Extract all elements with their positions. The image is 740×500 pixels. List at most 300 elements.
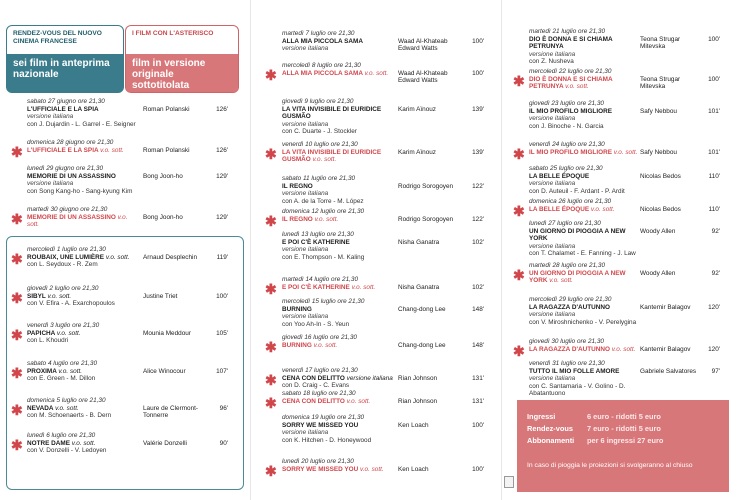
version-tag: v.o. sott. bbox=[565, 83, 589, 91]
duration: 105' bbox=[216, 329, 228, 337]
film-title-line bbox=[529, 36, 638, 51]
cast-list: con Z. Nusheva bbox=[529, 58, 574, 66]
film-title: L'UFFICIALE E LA SPIA bbox=[27, 105, 99, 113]
director: Bong Joon-ho bbox=[143, 213, 183, 221]
version-tag: v.o. sott. bbox=[364, 69, 389, 77]
version-tag: v.o. sott. bbox=[613, 148, 638, 156]
screening-date: venerdì 17 luglio ore 21,30 bbox=[282, 367, 358, 374]
screening-entry bbox=[529, 262, 638, 285]
film-title-line bbox=[529, 270, 638, 285]
film-title: UN GIORNO DI PIOGGIA A NEW YORK bbox=[529, 227, 626, 243]
film-title-line bbox=[27, 368, 141, 376]
duration: 119' bbox=[216, 253, 228, 261]
duration: 100' bbox=[472, 37, 484, 45]
cast-list: con V. Efira - A. Exarchopoulos bbox=[27, 300, 115, 308]
screening-date: mercoledì 8 luglio ore 21,30 bbox=[282, 62, 361, 69]
price-row bbox=[527, 412, 661, 421]
film-title: LA VITA INVISIBILE DI EURIDICE GUSMÃO bbox=[282, 105, 382, 121]
film-title: NOTRE DAME bbox=[27, 439, 70, 447]
director: Bong Joon-ho bbox=[143, 172, 183, 180]
film-title-line bbox=[529, 228, 638, 243]
film-title: LA BELLE ÉPOQUE bbox=[529, 205, 590, 213]
screening-date: martedì 7 luglio ore 21,30 bbox=[282, 30, 355, 37]
film-title: LA VITA INVISIBILE DI EURIDICE GUSMÃO bbox=[282, 148, 382, 164]
screening-date: sabato 11 luglio ore 21,30 bbox=[282, 175, 356, 182]
duration: 96' bbox=[219, 404, 228, 412]
duration: 120' bbox=[708, 345, 720, 353]
version-tag: v.o. sott. bbox=[611, 345, 636, 353]
director: Safy Nebbou bbox=[640, 148, 677, 156]
film-title-line bbox=[27, 173, 141, 181]
cast-list: con L. Khoudri bbox=[27, 337, 69, 345]
film-title-line bbox=[282, 70, 396, 78]
duration: 100' bbox=[708, 75, 720, 83]
cast-list: con M. Schoenaerts - B. Dern bbox=[27, 412, 112, 420]
director: Rodrigo Sorogoyen bbox=[398, 215, 454, 223]
version-tag: v.o. sott. bbox=[100, 146, 124, 154]
duration: 100' bbox=[216, 292, 228, 300]
film-title: MEMORIE DI UN ASSASSINO bbox=[27, 172, 116, 180]
duration: 129' bbox=[216, 213, 228, 221]
director: Gabriele Salvatores bbox=[640, 367, 697, 375]
price-label: Rendez-vous bbox=[527, 424, 573, 433]
rendez-vous-badge-bottom: sei film in anteprima nazionale bbox=[7, 54, 123, 92]
screening-entry bbox=[282, 334, 396, 349]
screening-date: martedì 14 luglio ore 21,30 bbox=[282, 276, 359, 283]
director: Chang-dong Lee bbox=[398, 305, 446, 313]
duration: 126' bbox=[216, 146, 228, 154]
screening-date: venerdì 3 luglio ore 21,30 bbox=[27, 322, 100, 329]
cast-list: con V. Donzelli - V. Ledoyen bbox=[27, 447, 107, 455]
film-title: E POI C'È KATHERINE bbox=[282, 238, 350, 246]
version-label: versione italiana bbox=[282, 45, 329, 53]
director: Woody Allen bbox=[640, 269, 676, 277]
asterisk-icon: ✱ bbox=[265, 146, 277, 162]
film-title-line bbox=[282, 183, 396, 191]
film-title-line bbox=[27, 405, 141, 413]
director: Kantemir Balagov bbox=[640, 303, 691, 311]
director: Roman Polanski bbox=[143, 105, 190, 113]
screening-entry bbox=[529, 220, 638, 258]
asterisk-icon: ✱ bbox=[513, 267, 525, 283]
screening-date: sabato 27 giugno ore 21,30 bbox=[27, 98, 105, 105]
film-title: BURNING bbox=[282, 341, 312, 349]
film-title: IL MIO PROFILO MIGLIORE bbox=[529, 107, 612, 115]
rain-note: In caso di pioggia le proiezioni si svolgeranno al chiuso bbox=[527, 462, 693, 469]
film-title: LA RAGAZZA D'AUTUNNO bbox=[529, 345, 610, 353]
screening-entry bbox=[282, 390, 396, 405]
asterisk-badge bbox=[125, 25, 239, 93]
duration: 131' bbox=[472, 374, 484, 382]
film-title: IL REGNO bbox=[282, 215, 313, 223]
screening-date: lunedì 20 luglio ore 21,30 bbox=[282, 458, 354, 465]
asterisk-icon: ✱ bbox=[11, 251, 23, 267]
column-divider bbox=[501, 0, 502, 500]
asterisk-icon: ✱ bbox=[265, 339, 277, 355]
asterisk-icon: ✱ bbox=[11, 402, 23, 418]
version-label: versione italiana bbox=[529, 180, 576, 188]
duration: 101' bbox=[708, 148, 720, 156]
film-title-line bbox=[529, 346, 638, 354]
asterisk-icon: ✱ bbox=[11, 290, 23, 306]
screening-date: sabato 4 luglio ore 21,30 bbox=[27, 360, 97, 367]
screening-date: martedì 28 luglio ore 21,30 bbox=[529, 262, 606, 269]
film-title: BURNING bbox=[282, 305, 312, 313]
screening-date: giovedì 9 luglio ore 21,30 bbox=[282, 98, 354, 105]
screening-entry bbox=[529, 338, 638, 353]
duration: 122' bbox=[472, 215, 484, 223]
cast-list: con E. Thompson - M. Kaling bbox=[282, 253, 365, 261]
director: Ken Loach bbox=[398, 421, 429, 429]
version-tag: v.o. sott. bbox=[27, 213, 128, 229]
film-title-line bbox=[529, 76, 638, 91]
version-label: versione italiana bbox=[282, 190, 329, 198]
screening-date: domenica 5 luglio ore 21,30 bbox=[27, 397, 106, 404]
document-icon bbox=[504, 476, 514, 488]
screening-date: mercoledì 29 luglio ore 21,30 bbox=[529, 296, 612, 303]
screening-date: lunedì 29 giugno ore 21,30 bbox=[27, 165, 104, 172]
film-title-line bbox=[282, 375, 396, 383]
duration: 139' bbox=[472, 148, 484, 156]
film-title: SORRY WE MISSED YOU bbox=[282, 465, 359, 473]
director: Chang-dong Lee bbox=[398, 341, 446, 349]
screening-entry bbox=[282, 30, 396, 53]
film-title: CENA CON DELITTO bbox=[282, 397, 345, 405]
asterisk-icon: ✱ bbox=[265, 67, 277, 83]
film-title: PROXIMA bbox=[27, 367, 57, 375]
duration: 107' bbox=[216, 367, 228, 375]
film-title-line bbox=[27, 254, 141, 262]
version-tag: v.o. sott. bbox=[312, 156, 337, 164]
film-title-line bbox=[282, 284, 396, 292]
version-label: versione italiana bbox=[282, 429, 329, 437]
version-tag: v.o. sott. bbox=[71, 439, 96, 447]
screening-date: mercoledì 22 luglio ore 21,30 bbox=[529, 68, 612, 75]
screening-entry bbox=[282, 141, 396, 164]
asterisk-icon: ✱ bbox=[513, 203, 525, 219]
screening-entry bbox=[282, 175, 396, 205]
asterisk-icon: ✱ bbox=[265, 395, 277, 411]
price-row bbox=[527, 424, 661, 433]
film-title: LA RAGAZZA D'AUTUNNO bbox=[529, 303, 610, 311]
version-label: versione italiana bbox=[529, 311, 576, 319]
film-title-line bbox=[282, 342, 396, 350]
film-title: MEMORIE DI UN ASSASSINO bbox=[27, 213, 116, 221]
film-title: CENA CON DELITTO bbox=[282, 374, 345, 382]
duration: 100' bbox=[708, 35, 720, 43]
asterisk-icon: ✱ bbox=[513, 343, 525, 359]
asterisk-icon: ✱ bbox=[265, 213, 277, 229]
screening-date: sabato 18 luglio ore 21,30 bbox=[282, 390, 356, 397]
film-title-line bbox=[27, 440, 141, 448]
screening-entry bbox=[529, 141, 638, 156]
screening-entry bbox=[27, 397, 141, 420]
film-title: TUTTO IL MIO FOLLE AMORE bbox=[529, 367, 620, 375]
director: Rodrigo Sorogoyen bbox=[398, 182, 454, 190]
screening-date: lunedì 6 luglio ore 21,30 bbox=[27, 432, 96, 439]
cast-list: con A. de la Torre - M. López bbox=[282, 197, 364, 205]
version-label: versione italiana bbox=[27, 113, 74, 121]
cast-list: con E. Green - M. Dillon bbox=[27, 375, 96, 383]
film-title: NEVADA bbox=[27, 404, 54, 412]
cast-list: con V. Miroshnichenko - V. Perelygina bbox=[529, 318, 637, 326]
asterisk-badge-bottom: film in versione originale sottotitolata bbox=[126, 54, 238, 92]
screening-entry bbox=[27, 360, 141, 383]
director: Teona Strugar Mitevska bbox=[640, 35, 681, 51]
version-tag: v.o. sott. bbox=[346, 397, 371, 405]
screening-date: venerdì 10 luglio ore 21,30 bbox=[282, 141, 358, 148]
screening-entry bbox=[27, 165, 141, 195]
director: Nisha Ganatra bbox=[398, 283, 440, 291]
film-title: L'UFFICIALE E LA SPIA bbox=[27, 146, 99, 154]
film-title: E POI C'È KATHERINE bbox=[282, 283, 350, 291]
screening-date: martedì 21 luglio ore 21,30 bbox=[529, 28, 606, 35]
film-title-line bbox=[27, 106, 141, 114]
version-tag: v.o. sott. bbox=[105, 253, 130, 261]
director: Karim Aïnouz bbox=[398, 148, 437, 156]
duration: 148' bbox=[472, 305, 484, 313]
cast-list: con C. Duarte - J. Stockler bbox=[282, 128, 357, 136]
version-tag: v.o. sott. bbox=[47, 292, 72, 300]
screening-date: domenica 12 luglio ore 21,30 bbox=[282, 208, 365, 215]
duration: 101' bbox=[708, 107, 720, 115]
screening-entry bbox=[27, 432, 141, 455]
screening-entry bbox=[27, 246, 141, 269]
film-title-line bbox=[282, 38, 396, 46]
version-label: versione italiana bbox=[282, 313, 329, 321]
duration: 100' bbox=[472, 421, 484, 429]
film-title: LA BELLE ÉPOQUE bbox=[529, 172, 590, 180]
duration: 110' bbox=[708, 172, 720, 180]
price-label: Abbonamenti bbox=[527, 436, 575, 445]
cast-list: con Song Kang-ho - Sang-kyung Kim bbox=[27, 187, 133, 195]
asterisk-icon: ✱ bbox=[11, 211, 23, 227]
cast-list: con K. Hitchen - D. Honeywood bbox=[282, 436, 372, 444]
screening-entry bbox=[529, 198, 638, 213]
duration: 102' bbox=[472, 283, 484, 291]
version-label: versione italiana bbox=[529, 50, 576, 58]
screening-entry bbox=[282, 208, 396, 223]
film-title: DIO È DONNA E SI CHIAMA PETRUNYA bbox=[529, 35, 613, 51]
duration: 102' bbox=[472, 238, 484, 246]
screening-date: sabato 25 luglio ore 21,30 bbox=[529, 165, 603, 172]
version-tag: v.o. sott. bbox=[58, 367, 83, 375]
screening-entry bbox=[27, 139, 141, 154]
asterisk-icon: ✱ bbox=[11, 437, 23, 453]
film-title-line bbox=[282, 306, 396, 314]
duration: 129' bbox=[216, 172, 228, 180]
asterisk-icon: ✱ bbox=[265, 281, 277, 297]
director: Waad Al-Khateab Edward Watts bbox=[398, 69, 448, 85]
duration: 90' bbox=[219, 439, 228, 447]
asterisk-icon: ✱ bbox=[11, 327, 23, 343]
screening-entry bbox=[529, 165, 638, 195]
film-title-line bbox=[282, 466, 396, 474]
screening-entry bbox=[529, 28, 638, 66]
film-title-line bbox=[529, 368, 638, 376]
cast-list: con T. Chalamet - E. Fanning - J. Law bbox=[529, 250, 636, 258]
director: Karim Aïnouz bbox=[398, 105, 437, 113]
version-tag: v.o. sott. bbox=[590, 205, 615, 213]
film-title-line bbox=[282, 216, 396, 224]
cast-list: con L. Seydoux - R. Zem bbox=[27, 261, 98, 269]
screening-entry bbox=[282, 276, 396, 291]
film-title-line bbox=[282, 398, 396, 406]
screening-date: giovedì 16 luglio ore 21,30 bbox=[282, 334, 357, 341]
director: Mounia Meddour bbox=[143, 329, 191, 337]
film-title-line bbox=[529, 108, 638, 116]
film-title-line bbox=[27, 147, 141, 155]
screening-date: giovedì 2 luglio ore 21,30 bbox=[27, 285, 99, 292]
director: Ken Loach bbox=[398, 465, 429, 473]
screening-date: mercoledì 1 luglio ore 21,30 bbox=[27, 246, 106, 253]
screening-entry bbox=[27, 98, 141, 128]
film-title-line bbox=[529, 304, 638, 312]
director: Woody Allen bbox=[640, 227, 676, 235]
asterisk-icon: ✱ bbox=[513, 73, 525, 89]
screening-date: lunedì 13 luglio ore 21,30 bbox=[282, 231, 354, 238]
asterisk-icon: ✱ bbox=[265, 372, 277, 388]
asterisk-icon: ✱ bbox=[513, 146, 525, 162]
director: Valérie Donzelli bbox=[143, 439, 187, 447]
screening-entry bbox=[282, 62, 396, 77]
screening-entry bbox=[27, 285, 141, 308]
director: Rian Johnson bbox=[398, 397, 438, 405]
price-value: per 6 ingressi 27 euro bbox=[587, 436, 664, 445]
price-value: 7 euro - ridotti 5 euro bbox=[587, 424, 661, 433]
screening-date: venerdì 24 luglio ore 21,30 bbox=[529, 141, 605, 148]
director: Waad Al-Khateab Edward Watts bbox=[398, 37, 448, 53]
screening-entry bbox=[282, 298, 396, 328]
version-tag: versione italiana bbox=[346, 374, 393, 382]
cast-list: con J. Dujardin - L. Garrel - E. Seigner bbox=[27, 120, 136, 128]
version-label: versione italiana bbox=[529, 375, 576, 383]
film-title-line bbox=[27, 330, 141, 338]
film-title-line bbox=[27, 214, 141, 229]
duration: 131' bbox=[472, 397, 484, 405]
screening-entry bbox=[282, 231, 396, 261]
version-label: versione italiana bbox=[282, 120, 329, 128]
screening-date: venerdì 31 luglio ore 21,30 bbox=[529, 360, 605, 367]
version-label: versione italiana bbox=[529, 242, 576, 250]
prices-panel bbox=[517, 400, 729, 492]
screening-entry bbox=[529, 68, 638, 91]
screening-date: giovedì 30 luglio ore 21,30 bbox=[529, 338, 604, 345]
film-title-line bbox=[27, 293, 141, 301]
duration: 139' bbox=[472, 105, 484, 113]
film-title-line bbox=[282, 422, 396, 430]
director: Nisha Ganatra bbox=[398, 238, 440, 246]
director: Laure de Clermont-Tonnerre bbox=[143, 404, 199, 420]
film-title: DIO È DONNA E SI CHIAMA PETRUNYA bbox=[529, 75, 613, 91]
screening-date: mercoledì 15 luglio ore 21,30 bbox=[282, 298, 365, 305]
version-tag: v.o. sott. bbox=[56, 329, 81, 337]
version-label: versione italiana bbox=[282, 246, 329, 254]
screening-entry bbox=[529, 360, 638, 398]
film-title-line bbox=[282, 239, 396, 247]
column-divider bbox=[250, 0, 251, 500]
cast-list: con D. Auteuil - F. Ardant - P. Ardit bbox=[529, 187, 625, 195]
director: Arnaud Desplechin bbox=[143, 253, 197, 261]
film-title: ROUBAIX, UNE LUMIÈRE bbox=[27, 253, 105, 261]
rendez-vous-badge-top: RENDEZ-VOUS DEL NUOVO CINEMA FRANCESE bbox=[13, 30, 102, 45]
director: Kantemir Balagov bbox=[640, 345, 691, 353]
cast-list: con J. Binoche - N. Garcia bbox=[529, 122, 604, 130]
price-value: 6 euro - ridotti 5 euro bbox=[587, 412, 661, 421]
version-tag: v.o. sott. bbox=[360, 465, 384, 473]
screening-date: lunedì 27 luglio ore 21,30 bbox=[529, 220, 601, 227]
film-title: IL MIO PROFILO MIGLIORE bbox=[529, 148, 612, 156]
asterisk-badge-top: I FILM CON L'ASTERISCO bbox=[132, 30, 214, 37]
duration: 97' bbox=[711, 367, 720, 375]
asterisk-icon: ✱ bbox=[11, 365, 23, 381]
film-title: ALLA MIA PICCOLA SAMA bbox=[282, 69, 363, 77]
screening-entry bbox=[27, 206, 141, 229]
film-title: SIBYL bbox=[27, 292, 46, 300]
duration: 92' bbox=[711, 269, 720, 277]
director: Teona Strugar Mitevska bbox=[640, 75, 681, 91]
duration: 100' bbox=[472, 69, 484, 77]
film-title: PAPICHA bbox=[27, 329, 56, 337]
screening-entry bbox=[529, 100, 638, 130]
film-title-line bbox=[282, 106, 396, 121]
version-tag: v.o. sott. bbox=[549, 277, 573, 285]
screening-entry bbox=[282, 98, 396, 136]
version-tag: v.o. sott. bbox=[55, 404, 79, 412]
director: Nicolas Bedos bbox=[640, 172, 681, 180]
asterisk-icon: ✱ bbox=[265, 463, 277, 479]
duration: 120' bbox=[708, 303, 720, 311]
screening-date: domenica 26 luglio ore 21,30 bbox=[529, 198, 612, 205]
director: Roman Polanski bbox=[143, 146, 190, 154]
director: Alice Winocour bbox=[143, 367, 186, 375]
duration: 100' bbox=[472, 465, 484, 473]
screening-entry bbox=[282, 414, 396, 444]
version-tag: v.o. sott. bbox=[351, 283, 376, 291]
film-title: IL REGNO bbox=[282, 182, 313, 190]
screening-entry bbox=[282, 458, 396, 473]
duration: 122' bbox=[472, 182, 484, 190]
price-row bbox=[527, 436, 663, 445]
film-title: SORRY WE MISSED YOU bbox=[282, 421, 359, 429]
price-label: Ingressi bbox=[527, 412, 556, 421]
film-title-line bbox=[529, 173, 638, 181]
duration: 92' bbox=[711, 227, 720, 235]
director: Rian Johnson bbox=[398, 374, 438, 382]
film-title: ALLA MIA PICCOLA SAMA bbox=[282, 37, 363, 45]
version-tag: v.o. sott. bbox=[314, 215, 339, 223]
film-title-line bbox=[529, 149, 638, 157]
screening-entry bbox=[282, 367, 396, 390]
cast-list: con Yoo Ah-In - S. Yeun bbox=[282, 320, 350, 328]
screening-date: giovedì 23 luglio ore 21,30 bbox=[529, 100, 604, 107]
rendez-vous-badge bbox=[6, 25, 124, 93]
cast-list: con C. Santamaria - V. Golino - D. Abatantuono bbox=[529, 382, 626, 398]
asterisk-icon: ✱ bbox=[11, 144, 23, 160]
film-title-line bbox=[282, 149, 396, 164]
director: Justine Triet bbox=[143, 292, 178, 300]
version-tag: v.o. sott. bbox=[313, 341, 338, 349]
version-label: versione italiana bbox=[27, 180, 74, 188]
duration: 110' bbox=[708, 205, 720, 213]
screening-date: martedì 30 giugno ore 21,30 bbox=[27, 206, 108, 213]
duration: 148' bbox=[472, 341, 484, 349]
version-label: versione italiana bbox=[529, 115, 576, 123]
cast-list: con D. Craig - C. Evans bbox=[282, 382, 350, 390]
screening-date: domenica 28 giugno ore 21,30 bbox=[27, 139, 114, 146]
screening-entry bbox=[27, 322, 141, 345]
screening-date: domenica 19 luglio ore 21,30 bbox=[282, 414, 365, 421]
